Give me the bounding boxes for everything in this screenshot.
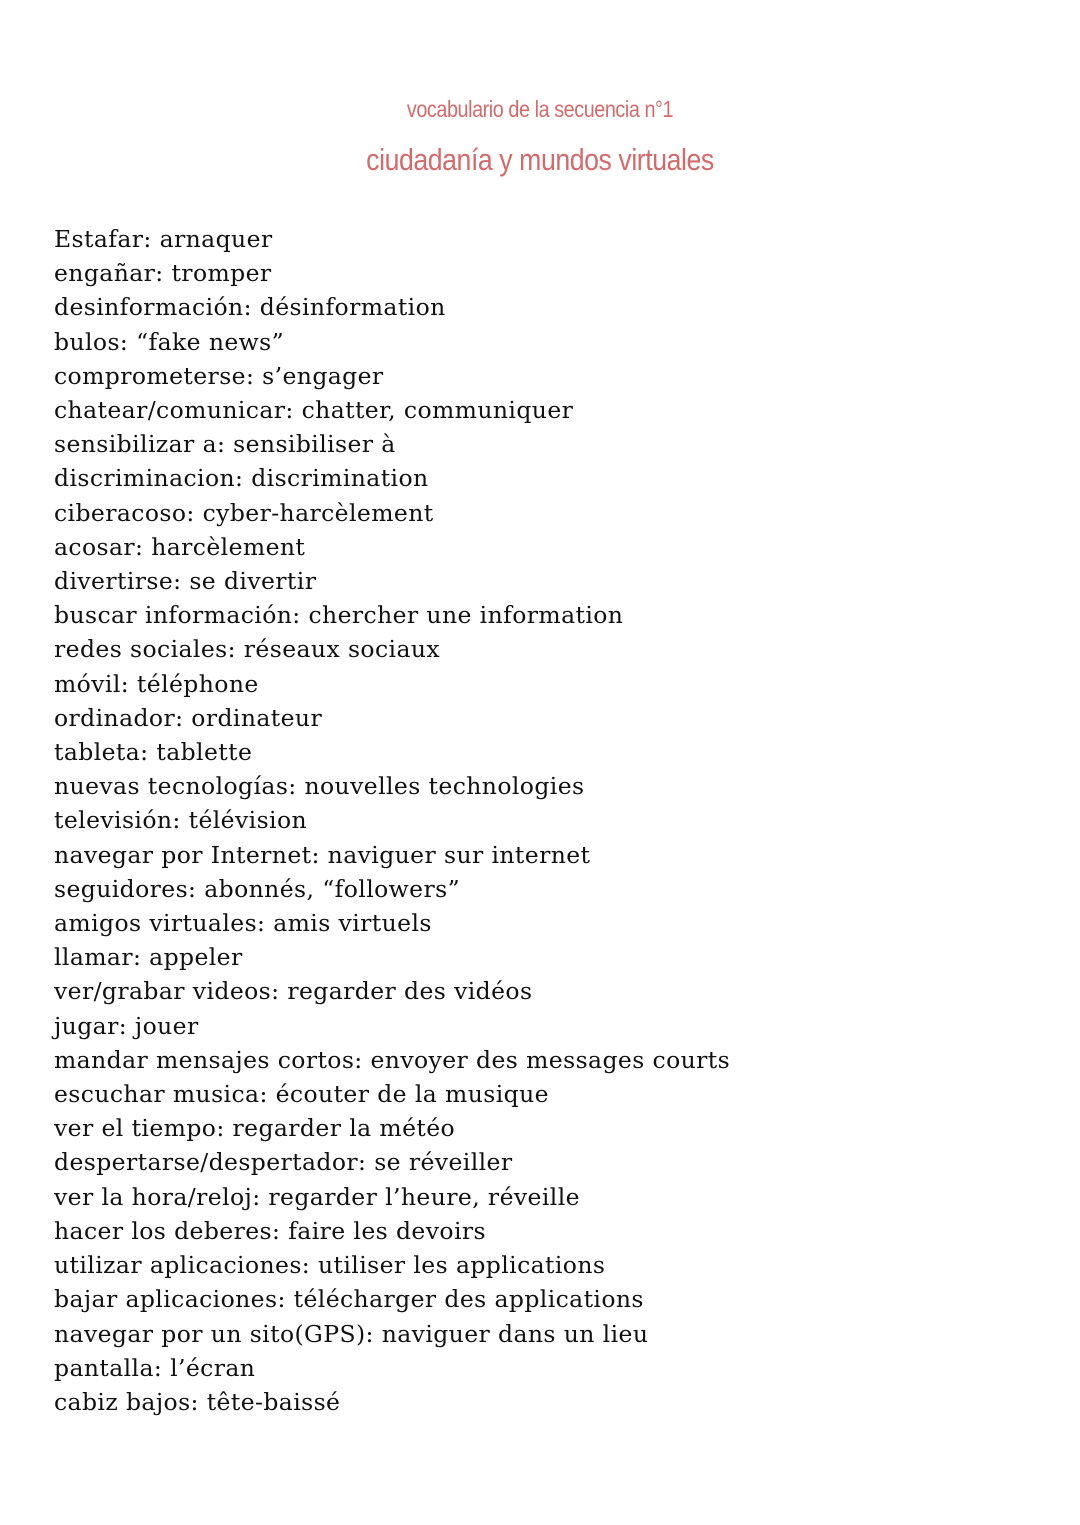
vocabulary-item: jugar: jouer [54,1011,199,1040]
vocabulary-item: seguidores: abonnés, “followers” [54,874,460,903]
vocabulary-item: llamar: appeler [54,943,243,972]
vocabulary-item: sensibilizar a: sensibiliser à [54,430,396,459]
vocabulary-item: engañar: tromper [54,259,272,288]
vocabulary-item: chatear/comunicar: chatter, communiquer [54,396,574,425]
vocabulary-item: redes sociales: réseaux sociaux [54,635,441,664]
vocabulary-item: despertarse/despertador: se réveiller [54,1148,513,1177]
vocabulary-item: navegar por un sito(GPS): naviguer dans un lieu [54,1319,649,1348]
vocabulary-item: ver la hora/reloj: regarder l’heure, réveille [54,1182,580,1211]
vocabulary-item: desinformación: désinformation [54,293,446,322]
document-title: ciudadanía y mundos virtuales [366,142,714,177]
vocabulary-item: utilizar aplicaciones: utiliser les applications [54,1251,606,1280]
vocabulary-item: escuchar musica: écouter de la musique [54,1080,549,1109]
vocabulary-item: navegar por Internet: naviguer sur internet [54,840,591,869]
document-subtitle: vocabulario de la secuencia n°1 [406,96,674,122]
vocabulary-item: Estafar: arnaquer [54,225,273,253]
vocabulary-item: comprometerse: s’engager [54,361,384,390]
vocabulary-item: ver el tiempo: regarder la météo [54,1114,456,1143]
vocabulary-item: mandar mensajes cortos: envoyer des messages courts [54,1045,731,1074]
vocabulary-item: discriminacion: discrimination [54,464,429,493]
vocabulary-item: ciberacoso: cyber-harcèlement [54,498,434,527]
vocabulary-item: divertirse: se divertir [54,567,317,596]
vocabulary-item: buscar información: chercher une information [54,601,624,630]
vocabulary-item: televisión: télévision [54,806,308,835]
vocabulary-item: ver/grabar videos: regarder des vidéos [54,977,533,1006]
vocabulary-list [54,222,730,1419]
vocabulary-item: hacer los deberes: faire les devoirs [54,1216,486,1245]
vocabulary-item: bulos: “fake news” [54,327,285,356]
vocabulary-item: nuevas tecnologías: nouvelles technologies [54,772,585,801]
vocabulary-item: tableta: tablette [54,738,253,767]
vocabulary-item: acosar: harcèlement [54,532,306,561]
vocabulary-item: pantalla: l’écran [54,1353,256,1382]
vocabulary-item: cabiz bajos: tête-baissé [54,1387,341,1416]
vocabulary-item: bajar aplicaciones: télécharger des applications [54,1285,644,1314]
vocabulary-item: amigos virtuales: amis virtuels [54,909,432,938]
vocabulary-item: móvil: téléphone [54,669,259,698]
vocabulary-item: ordinador: ordinateur [54,703,323,732]
